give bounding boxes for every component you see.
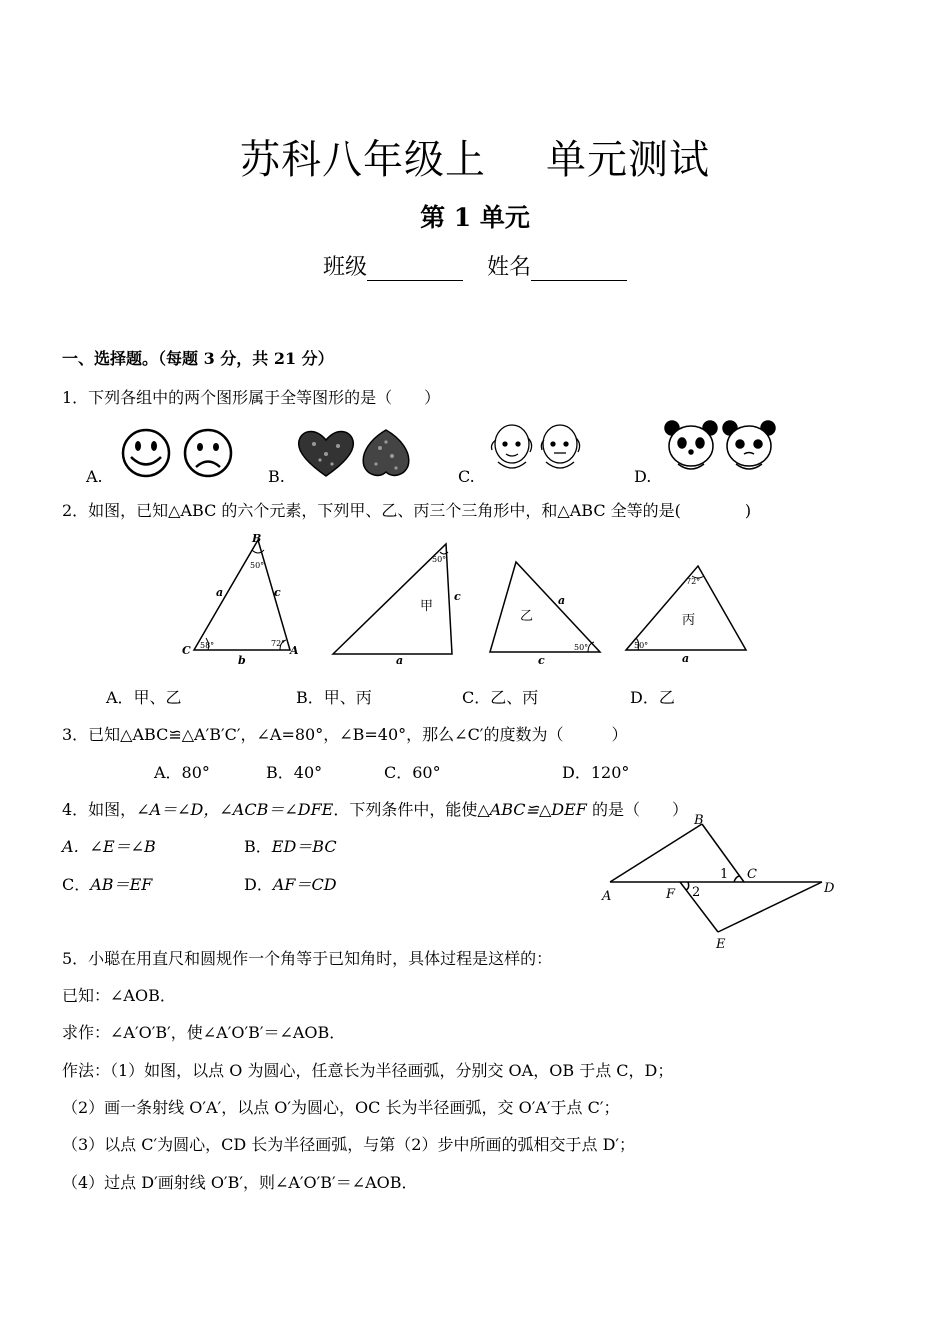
- q1-figure-a-faces: [116, 428, 242, 478]
- q5-step-2: （2）画一条射线 O′A′，以点 O′为圆心，OC 长为半径画弧，交 O′A′于点 C′；: [62, 1098, 620, 1117]
- label-point-f: F: [666, 887, 676, 902]
- label-vertex-c: C: [182, 644, 191, 657]
- label-bing-side-a: a: [682, 652, 690, 665]
- q3-option-b: B．40°: [266, 763, 323, 782]
- q1-figure-b-hearts: [296, 428, 416, 480]
- q3-stem: 3．已知△ABC≌△A′B′C′，∠A=80°，∠B=40°，那么∠C′的度数为（ ）: [62, 725, 628, 744]
- q1-option-d: D.: [634, 467, 652, 486]
- label-bing-angle-72: 72°: [686, 577, 701, 586]
- q1-figure-c-heads: [488, 422, 588, 480]
- q5-step-3: （3）以点 C′为圆心，CD 长为半径画弧，与第（2）步中所画的弧相交于点 D′；: [62, 1135, 636, 1154]
- q2-option-d: D．乙: [630, 688, 675, 707]
- q2-stem: 2．如图，已知△ABC 的六个元素，下列甲、乙、丙三个三角形中，和△ABC 全等的是( ): [62, 501, 752, 520]
- student-info-line: [0, 250, 950, 281]
- triangle-yi: [490, 562, 600, 652]
- q1-stem: 1．下列各组中的两个图形属于全等图形的是（ ）: [62, 388, 441, 407]
- cartoon-head-icon: [541, 425, 579, 468]
- panda-face-icon: [723, 421, 775, 469]
- q3-option-a: A．80°: [154, 763, 210, 782]
- q4-option-b: B．ED＝BC: [244, 837, 337, 856]
- name-blank: [531, 260, 627, 281]
- q4-option-a: A．∠E＝∠B: [62, 837, 156, 856]
- q4-option-d: D．AF＝CD: [244, 875, 337, 894]
- q5-stem: 5．小聪在用直尺和圆规作一个角等于已知角时，具体过程是这样的：: [62, 949, 553, 968]
- label-jia-angle-50: 50°: [432, 555, 447, 564]
- cartoon-head-icon: [492, 425, 532, 468]
- label-bing-angle-50: 50°: [634, 641, 649, 650]
- frowning-face-icon: [185, 430, 231, 476]
- label-angle-2: 2: [692, 885, 701, 900]
- class-blank: [367, 260, 463, 281]
- label-jia: 甲: [420, 599, 434, 614]
- label-point-c: C: [747, 867, 757, 882]
- section-heading: 一、选择题。（每题 3 分，共 21 分）: [62, 349, 334, 368]
- q3-option-d: D．120°: [562, 763, 630, 782]
- title-left: 苏科八年级上: [240, 137, 486, 183]
- q1-option-c: C.: [458, 467, 475, 486]
- q1-figure-d-pandas: [664, 418, 776, 476]
- label-side-c: c: [274, 586, 281, 599]
- q3-option-c: C．60°: [384, 763, 441, 782]
- label-side-b: b: [238, 654, 246, 667]
- class-label: 班级: [322, 255, 367, 280]
- smiley-face-icon: [123, 430, 169, 476]
- label-yi: 乙: [520, 609, 534, 624]
- label-bing: 丙: [682, 613, 696, 628]
- label-point-b: B: [694, 813, 704, 828]
- label-yi-side-a: a: [558, 594, 566, 607]
- label-vertex-a: A: [290, 644, 299, 657]
- q2-option-c: C．乙、丙: [462, 688, 539, 707]
- page-title: [0, 128, 950, 185]
- q2-triangles-figure: [178, 530, 778, 670]
- panda-face-icon: [665, 421, 717, 469]
- label-point-a: A: [602, 889, 612, 904]
- label-point-d: D: [824, 881, 835, 896]
- q5-find: 求作：∠A′O′B′，使∠A′O′B′＝∠AOB．: [62, 1023, 346, 1042]
- label-jia-side-c: c: [454, 590, 461, 603]
- q5-step-1: 作法：（1）如图，以点 O 为圆心，任意长为半径画弧，分别交 OA，OB 于点 C，D；: [62, 1061, 674, 1080]
- page-subtitle: 第 1 单元: [420, 203, 530, 232]
- q2-option-b: B．甲、丙: [296, 688, 372, 707]
- q1-option-b: B.: [268, 467, 285, 486]
- q4-figure: [594, 806, 844, 956]
- title-right: 单元测试: [546, 137, 710, 183]
- heart-pattern-icon: [363, 430, 409, 475]
- label-angle-1: 1: [720, 867, 729, 882]
- label-angle-50: 50°: [250, 561, 265, 570]
- label-angle-72: 72°: [271, 639, 286, 648]
- q2-option-a: A．甲、乙: [106, 688, 182, 707]
- name-label: 姓名: [487, 255, 532, 280]
- q4-stem: 4．如图，∠A＝∠D，∠ACB＝∠DFE．下列条件中，能使△ABC≌△DEF 的是（ ）: [62, 800, 688, 819]
- label-point-e: E: [716, 937, 726, 952]
- label-yi-angle-50: 50°: [574, 643, 589, 652]
- label-vertex-b: B: [252, 532, 262, 545]
- label-jia-side-a: a: [396, 654, 404, 667]
- q4-option-c: C．AB＝EF: [62, 875, 153, 894]
- label-yi-side-c: c: [538, 654, 545, 667]
- q1-option-a: A.: [86, 467, 103, 486]
- q5-known: 已知：∠AOB．: [62, 986, 176, 1005]
- label-angle-58: 58°: [200, 641, 215, 650]
- label-side-a: a: [216, 586, 224, 599]
- q5-step-4: （4）过点 D′画射线 O′B′，则∠A′O′B′＝∠AOB．: [62, 1173, 418, 1192]
